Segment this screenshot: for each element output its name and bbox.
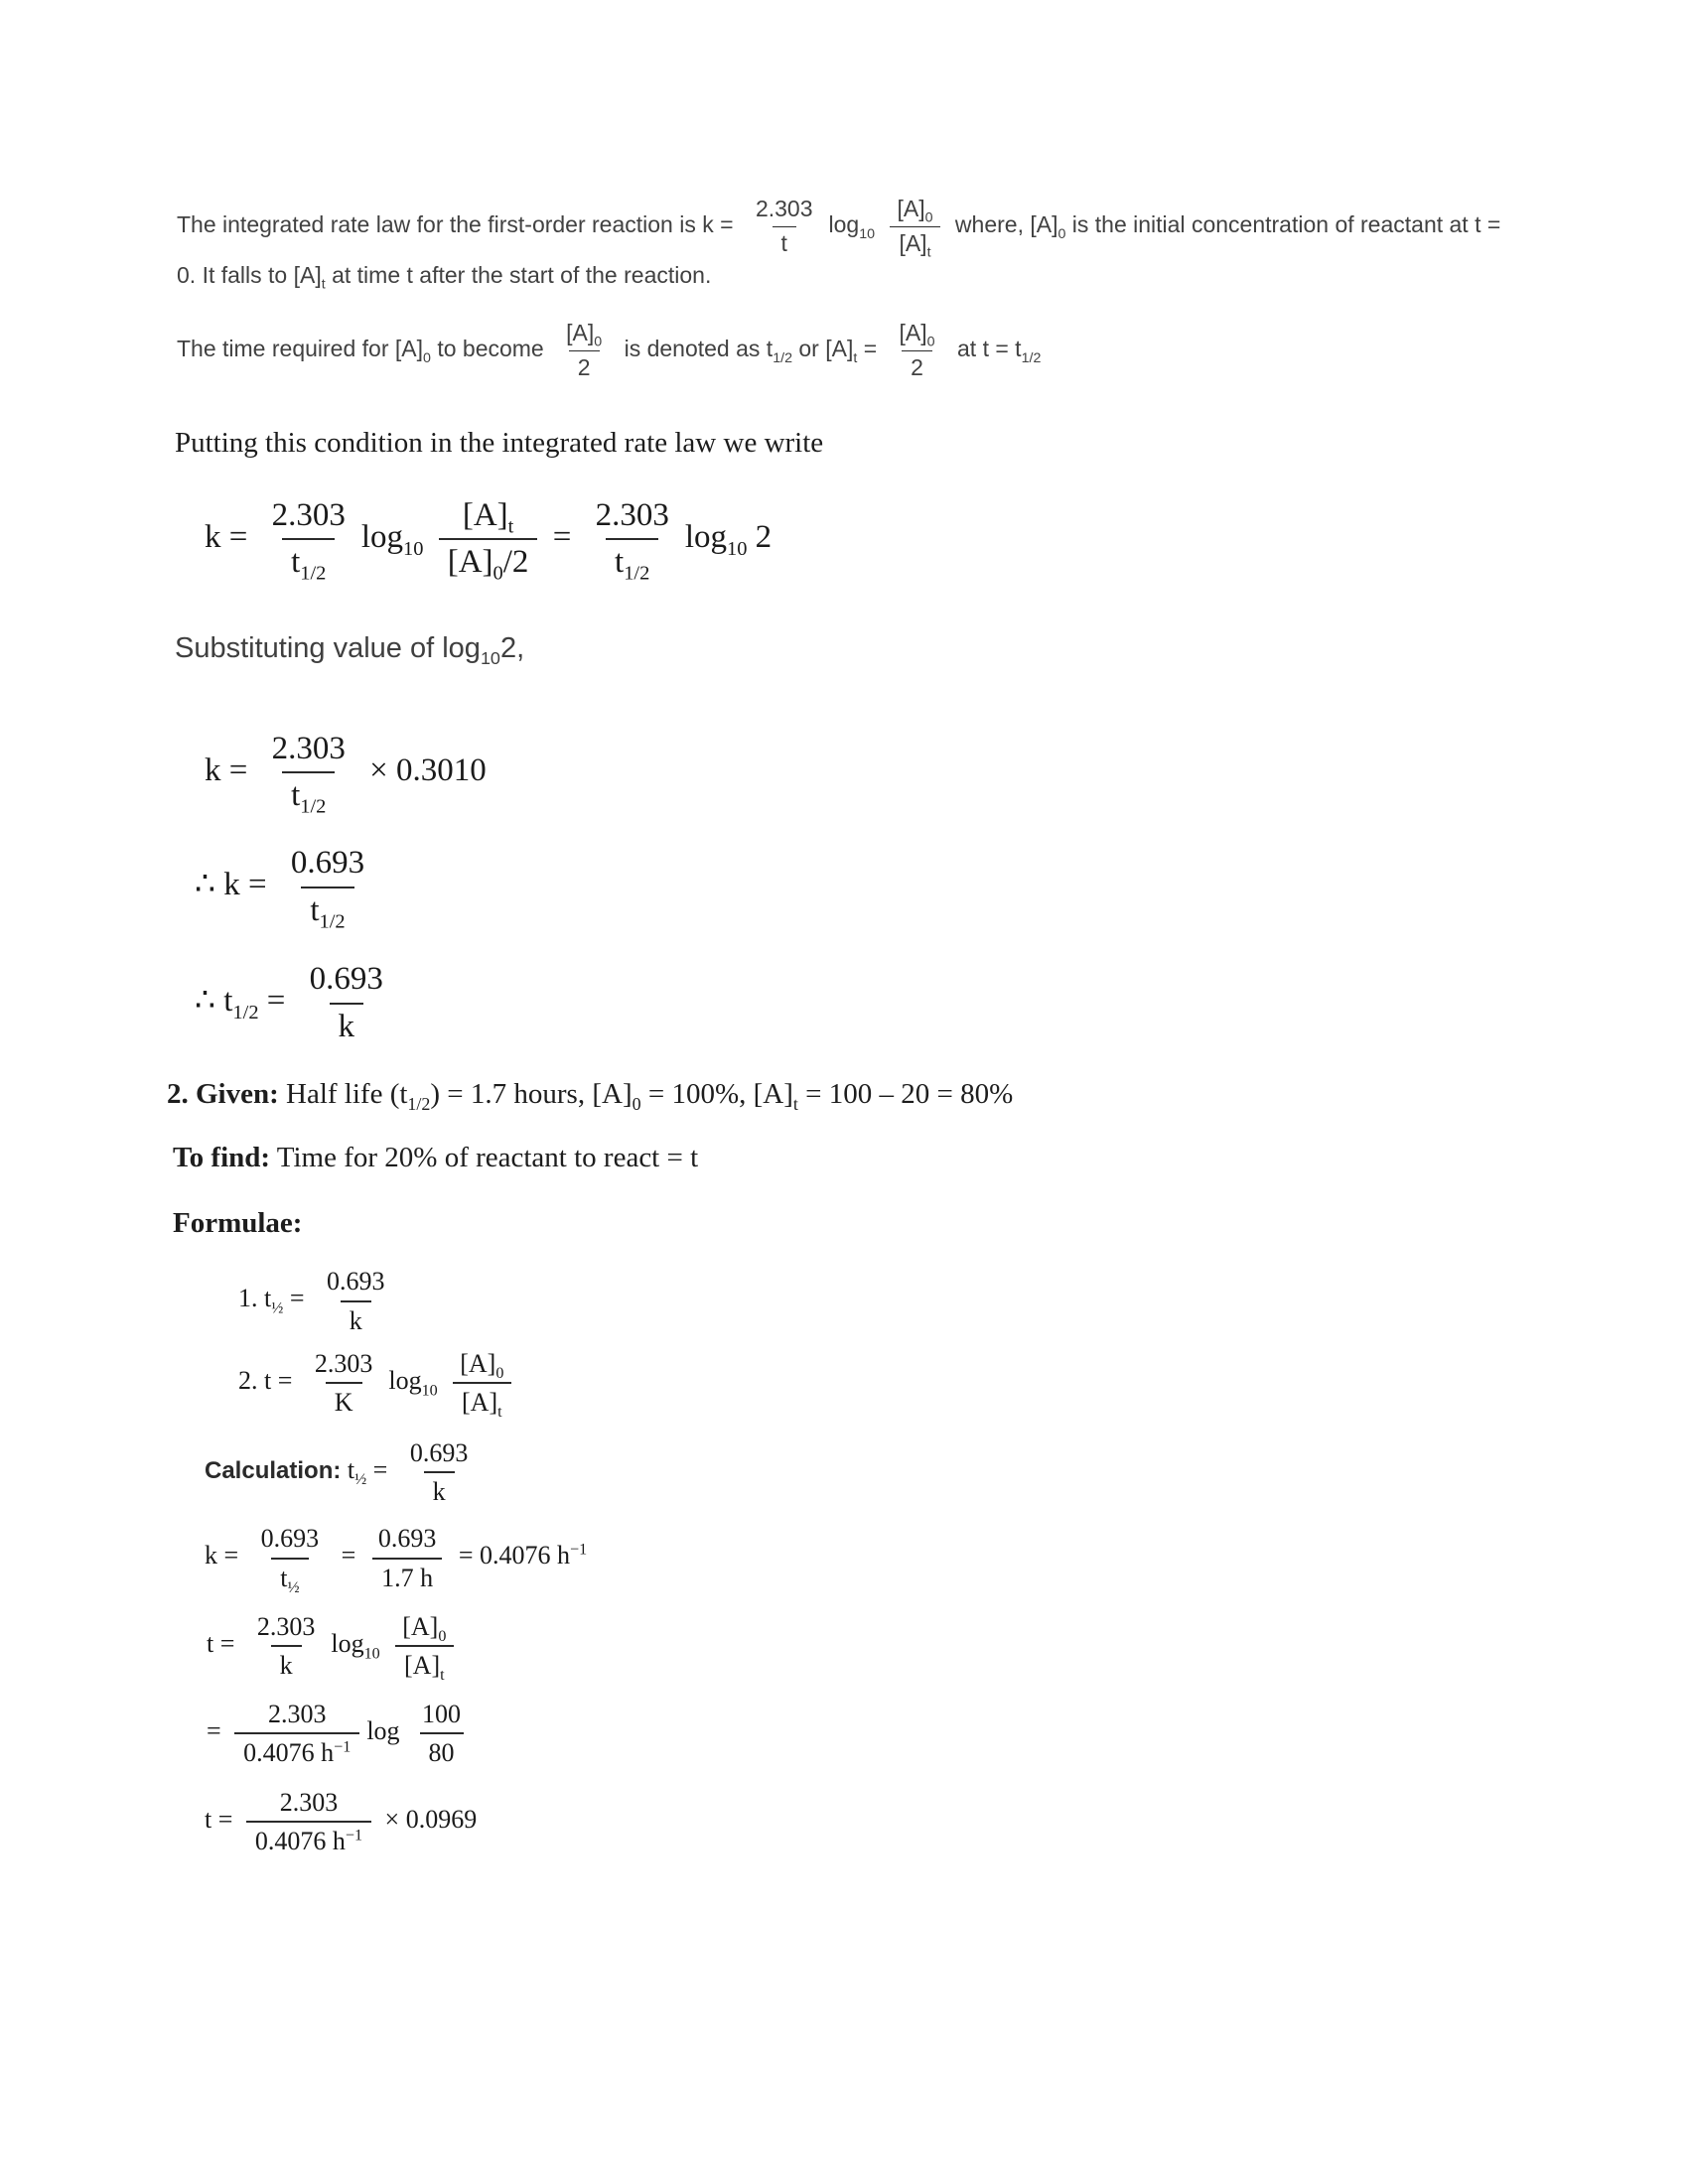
subscript: t [440,1667,445,1685]
formula-2 [238,1348,1648,1422]
math-text: [A] [404,1651,441,1681]
math-text: t [780,229,787,256]
subscript: ½ [287,1578,300,1596]
equation-t-formula [207,1611,1648,1685]
math-text: 2.303 [256,1611,316,1641]
subscript: 10 [363,1645,380,1663]
subscript: t [926,244,931,261]
numerator [393,1611,455,1645]
fraction [451,1348,512,1422]
math-text: = 100 – 20 = 80% [797,1078,1014,1111]
denominator [271,1558,308,1596]
subscript: 0 [924,209,933,226]
numerator [259,1699,336,1732]
math-text: 2. t = [238,1365,299,1395]
math-text: 2.303 [271,730,346,766]
subscript: 0 [495,1364,504,1382]
math-text: k = [205,751,256,788]
subscript: t [321,276,326,293]
fraction [263,730,354,816]
math-text: 2 [577,353,591,380]
numerator [747,196,822,226]
numerator [401,1437,478,1471]
line-to-find [173,1140,1648,1177]
superscript: −1 [334,1738,352,1756]
math-text: 2.303 [755,196,813,221]
math-text: 2.303 [271,496,346,533]
denominator [424,1471,455,1507]
calculation-expression [341,1438,484,1507]
math-text: log [366,1716,407,1746]
math-text: 80 [428,1738,455,1768]
fraction [301,960,392,1046]
math-text: log [331,1629,364,1659]
denominator [326,1382,362,1418]
math-text: [A] [897,196,925,221]
numerator [587,496,678,539]
math-text: × 0.0969 [378,1804,478,1834]
math-text: t = [207,1629,241,1659]
math-text: [A] [899,319,927,345]
math-text: or [A] [792,336,854,362]
fraction [888,196,941,261]
math-text: = 100%, [A] [640,1078,793,1111]
math-text: [A] [899,229,927,256]
equation-k-0693-over-t-half [195,844,1648,933]
subscript: 1/2 [773,349,792,366]
math-text [875,211,881,237]
fraction [369,1523,446,1592]
math-text: × 0.3010 [360,751,487,788]
math-text: [A] [462,496,508,533]
denominator [453,1382,511,1422]
fraction [393,1611,455,1685]
math-text: k = [205,519,256,556]
fraction [306,1348,382,1418]
math-text: k = [205,1541,245,1570]
numerator [271,1787,348,1821]
math-text [438,1366,445,1395]
subscript: 1/2 [232,1001,259,1024]
math-text: at t = t [950,336,1022,362]
given-text [278,1078,1014,1115]
denominator [282,538,335,586]
math-text: = [857,336,884,362]
fraction [587,496,678,586]
math-text: k [338,1008,355,1044]
formula-1 [238,1266,1648,1335]
math-text: log [388,1365,422,1395]
math-text: [A] [447,544,493,581]
denominator [606,538,658,586]
paragraph-half-life-definition [177,320,1522,381]
math-text: The time required for [A] [177,336,423,362]
math-text: ) = 1.7 hours, [A] [430,1078,633,1111]
subscript: 0 [594,334,603,350]
equation-t-substitution [207,1699,1648,1768]
math-text: K [334,1387,353,1417]
subscript: 0 [423,349,431,366]
denominator [395,1645,454,1685]
fraction [234,1699,359,1768]
math-text: 0.693 [309,961,383,998]
math-text: 0.693 [260,1524,320,1554]
subscript: 10 [859,225,876,242]
math-text: is denoted as t [618,336,774,362]
subscript: 10 [726,537,748,560]
math-text: 0.693 [409,1438,469,1468]
math-text: ∴ k = [195,867,275,903]
math-text: 2.303 [595,496,669,533]
line-putting-condition: Putting this condition in the integrated rate law we write [175,427,824,460]
math-text: [A] [462,1387,498,1417]
subscript: 1/2 [407,1094,431,1115]
numerator [451,1348,512,1382]
fraction [246,1787,371,1856]
math-text: k [349,1305,362,1335]
math-text [380,1629,387,1658]
fraction [263,496,354,586]
formulae-heading: Formulae: [173,1206,303,1239]
denominator [301,887,353,931]
subscript: 1/2 [300,563,327,586]
paragraph-rate-law [177,196,1522,294]
numerator [318,1266,394,1299]
math-text: 2 [747,519,773,556]
fraction [252,1523,329,1596]
denominator [246,1821,371,1856]
subscript: 1/2 [319,910,346,933]
line-given [167,1076,1648,1114]
to-find-label: To find: [173,1141,271,1173]
subscript: t [853,349,858,366]
math-text: 2.303 [267,1700,327,1729]
subscript: 0 [926,334,935,350]
numerator [252,1523,329,1557]
math-text: log [828,211,860,238]
math-text: 0.693 [290,844,365,881]
equation-half-life-derivation [205,496,1648,586]
math-text: t [291,777,301,814]
math-text: [A] [566,319,595,345]
subscript: 0 [492,563,503,586]
math-text: where, [A] [948,211,1058,238]
fraction [413,1699,470,1768]
math-text: The integrated rate law for the first-order reaction is k = [177,211,740,238]
denominator [420,1732,464,1768]
math-text: [A] [460,1348,496,1378]
math-text: log [684,519,727,556]
fraction [747,196,822,257]
subscript: 10 [421,1382,438,1400]
math-text: Half life (t [278,1078,408,1111]
line-calculation [205,1437,1648,1507]
denominator [330,1003,364,1047]
fraction [318,1266,394,1335]
numerator [301,960,392,1003]
denominator [271,1645,302,1681]
numerator [263,496,354,539]
math-text: t [291,544,301,581]
math-text: 0.693 [377,1524,437,1554]
denominator [902,350,932,382]
math-text: at time t after the start of the reaction. [325,262,712,289]
fraction [248,1611,325,1681]
math-text [423,519,431,555]
math-text: 2.303 [279,1787,339,1817]
denominator [439,538,538,586]
numerator [248,1611,325,1645]
math-text: is the initial concentration of reactant at t = 0. It falls to [A] [177,211,1501,289]
superscript: −1 [345,1827,363,1844]
fraction [439,496,538,586]
math-text: t = [205,1804,239,1834]
numerator [369,1523,446,1557]
numerator [454,496,523,539]
subscript: 0 [1057,225,1066,242]
math-text: 1. t [238,1284,272,1313]
denominator [372,1558,442,1593]
subscript: t [792,1094,798,1115]
math-text: 0.4076 h [243,1738,335,1768]
math-text: to become [430,336,551,362]
equation-k-times-03010 [205,730,1648,816]
to-find-text: Time for 20% of reactant to react = t [270,1141,699,1173]
math-text: k [279,1651,293,1681]
numerator [413,1699,470,1732]
math-text: ∴ t [195,983,233,1020]
math-text: 1.7 h [381,1563,434,1592]
math-text: 0.693 [327,1267,385,1297]
subscript: 0 [632,1094,641,1115]
calculation-label: Calculation: [205,1457,342,1485]
line-substituting [175,630,1648,668]
subscript: 10 [403,537,424,560]
denominator [341,1300,371,1336]
numerator [282,844,373,887]
denominator [569,350,600,382]
subscript: 0 [438,1628,447,1646]
numerator [263,730,354,772]
subscript: t [497,1404,502,1422]
numerator [306,1348,382,1382]
math-text: log [360,519,404,556]
math-text: = 0.4076 h [452,1541,571,1570]
subscript: 1/2 [300,795,327,818]
math-text: t [615,544,625,581]
math-text: 100 [422,1700,462,1729]
math-text: = [366,1455,394,1485]
denominator [282,771,335,816]
math-text: t [310,891,320,928]
given-label: 2. Given: [167,1078,279,1111]
numerator [557,320,611,350]
math-text: k [432,1477,446,1507]
math-text: = [283,1284,311,1313]
subscript: t [507,515,514,538]
math-text: t [280,1563,288,1592]
numerator [888,196,941,226]
math-text: 0.4076 h [254,1826,346,1855]
math-text: = [335,1541,362,1570]
math-text: [A] [402,1611,439,1641]
subscript: 1/2 [624,563,650,586]
math-text: = [258,983,294,1020]
denominator [890,226,939,261]
math-text: Substituting value of log [175,632,481,665]
subscript: 10 [480,647,500,668]
subscript: ½ [354,1471,367,1489]
math-text: t [341,1455,355,1485]
equation-t-half-0693-over-k [195,960,1648,1046]
math-text: 2, [499,632,525,665]
denominator [773,226,796,258]
math-text: 2.303 [314,1348,373,1378]
denominator [234,1732,359,1768]
numerator [891,320,944,350]
equation-k-value [205,1523,1648,1596]
math-text: = [544,519,580,556]
fraction [401,1437,478,1507]
subscript: ½ [271,1299,284,1317]
superscript: −1 [570,1541,588,1559]
math-text: 2 [911,353,923,380]
subscript: 1/2 [1021,349,1042,366]
fraction [891,320,944,381]
equation-t-final [205,1787,1648,1856]
fraction [282,844,373,933]
math-text: = [207,1716,228,1746]
fraction [557,320,611,381]
math-text: /2 [502,544,529,581]
